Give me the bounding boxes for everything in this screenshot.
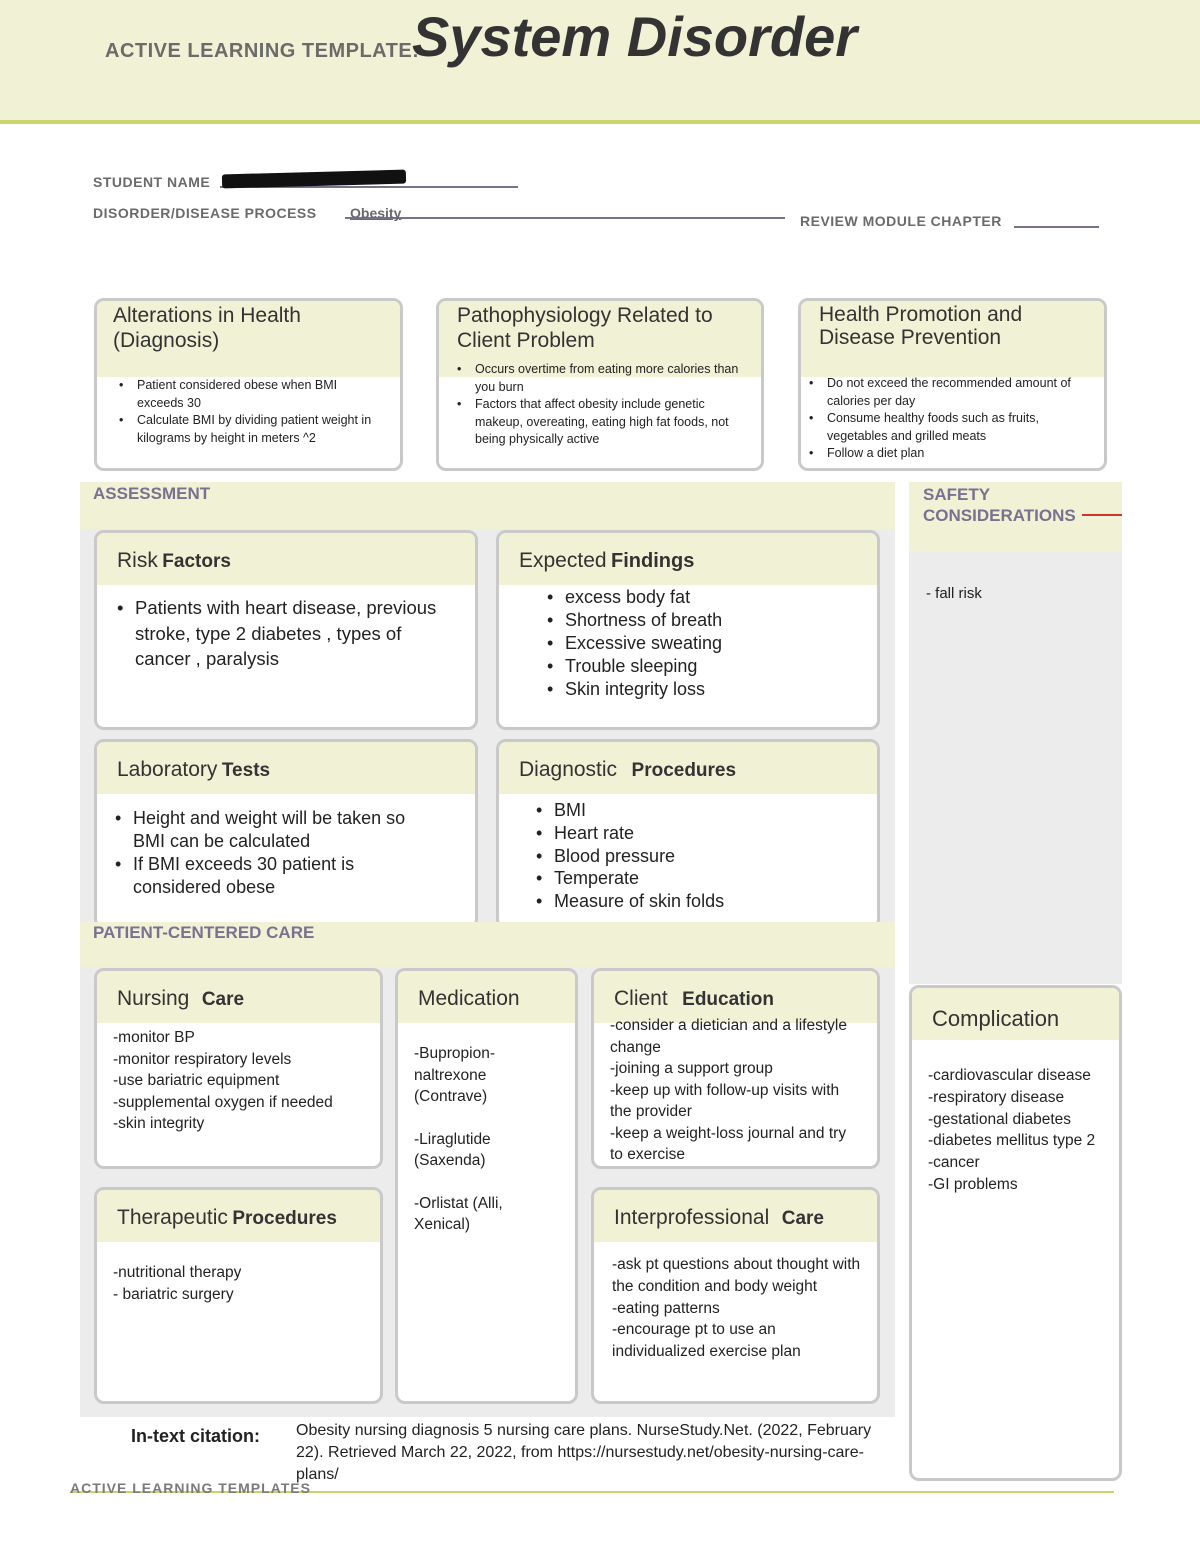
citation-label: In-text citation: (131, 1426, 260, 1446)
health-promotion-item: • Consume healthy foods such as fruits, vegetables and grilled meats (809, 410, 1098, 445)
complication-item: -cardiovascular disease (928, 1067, 1091, 1084)
interprofessional-care-list (594, 1242, 877, 1363)
expected-finding-item: • Skin integrity loss (547, 678, 857, 701)
client-education-list (594, 1015, 877, 1166)
diagnostic-procedures-title-a: Diagnostic (519, 758, 618, 781)
laboratory-test-item: • If BMI exceeds 30 patient is considered obese (115, 853, 415, 899)
expected-finding-item: • Shortness of breath (547, 609, 857, 632)
interprofessional-care-box (591, 1187, 880, 1404)
diagnostic-procedures-title-b: Procedures (631, 760, 737, 781)
complication-item: -gestational diabetes (928, 1110, 1072, 1128)
expected-findings-title-b: Findings (611, 550, 695, 572)
client-education-item: -joining a support group (610, 1060, 773, 1077)
safety-text: - fall risk (926, 585, 982, 602)
citation-text: Obesity nursing diagnosis 5 nursing care plans. NurseStudy.Net. (2022, February 22). Retrieved March 22, 2022, from https://nursestudy.net/obesity-nursing-care-plans/ (296, 1422, 872, 1483)
therapeutic-procedure-item: -nutritional therapy (113, 1264, 242, 1281)
expected-findings-list (499, 585, 877, 701)
complication-item: -respiratory disease (928, 1088, 1065, 1106)
safety-label: SAFETY CONSIDERATIONS (923, 485, 1076, 525)
medication-item: -Bupropion-naltrexone (Contrave) (414, 1045, 495, 1105)
review-module-label: REVIEW MODULE CHAPTER (800, 213, 1002, 229)
diagnostic-procedure-item: • BMI (536, 799, 857, 822)
safety-panel (909, 552, 1122, 984)
diagnostic-procedure-item: • Blood pressure (536, 845, 857, 868)
student-name-label: STUDENT NAME (93, 174, 211, 190)
risk-factor-item: • Patients with heart disease, previous stroke, type 2 diabetes , types of cancer , paralysis (117, 595, 455, 672)
medication-item (414, 1108, 561, 1129)
nursing-care-box (94, 968, 383, 1169)
laboratory-tests-title-b: Tests (221, 760, 271, 781)
health-promotion-title: Health Promotion and Disease Prevention (819, 303, 1023, 349)
complication-item: -cancer (928, 1154, 980, 1172)
nursing-care-item: -monitor BP (113, 1029, 195, 1046)
medication-item (414, 1172, 561, 1193)
medication-item: -Liraglutide (Saxenda) (414, 1130, 491, 1169)
expected-finding-item: • Trouble sleeping (547, 655, 857, 678)
medication-title: Medication (418, 987, 520, 1010)
health-promotion-item: • Do not exceed the recommended amount of calories per day (809, 375, 1098, 410)
laboratory-tests-box (94, 739, 478, 929)
complication-item: -GI problems (928, 1175, 1018, 1193)
expected-finding-item: • Excessive sweating (547, 632, 857, 655)
pathophysiology-title: Pathophysiology Related to Client Problem (457, 304, 713, 352)
laboratory-tests-title-a: Laboratory (117, 758, 218, 781)
alterations-title: Alterations in Health (Diagnosis) (113, 304, 301, 352)
disorder-field[interactable] (345, 217, 785, 219)
pathophysiology-item: • Factors that affect obesity include genetic makeup, overeating, eating high fat foods, not being physically active (457, 396, 751, 449)
review-module-field[interactable] (1014, 226, 1099, 228)
disorder-value: Obesity (350, 205, 402, 221)
complication-title: Complication (932, 1006, 1060, 1031)
nursing-care-item: -use bariatric equipment (113, 1072, 280, 1089)
nursing-care-item: -supplemental oxygen if needed (113, 1093, 333, 1111)
page-header (0, 0, 1200, 124)
nursing-care-item: -skin integrity (113, 1115, 205, 1132)
complication-box (909, 985, 1122, 1481)
client-education-item: -keep up with follow-up visits with the provider (610, 1081, 840, 1120)
interprofessional-care-title-a: Interprofessional (614, 1206, 770, 1229)
risk-factors-title-a: Risk (117, 549, 158, 572)
interprofessional-care-item: -ask pt questions about thought with the condition and body weight (612, 1256, 861, 1295)
alterations-item: • Patient considered obese when BMI exceeds 30 (119, 377, 384, 412)
patient-care-label: PATIENT-CENTERED CARE (93, 923, 315, 942)
pathophysiology-box (436, 298, 764, 471)
expected-findings-title-a: Expected (519, 549, 607, 572)
client-education-item: -consider a dietician and a lifestyle change (610, 1017, 847, 1056)
medication-box (395, 968, 578, 1404)
laboratory-test-item: • Height and weight will be taken so BMI can be calculated (115, 807, 415, 853)
nursing-care-title-b: Care (201, 989, 245, 1010)
alterations-item: • Calculate BMI by dividing patient weight in kilograms by height in meters ^2 (119, 412, 384, 447)
health-promotion-item: • Follow a diet plan (809, 445, 1098, 463)
expected-findings-box (496, 530, 880, 730)
risk-factors-list (97, 585, 475, 672)
alterations-box (94, 298, 403, 471)
health-promotion-list (801, 375, 1104, 463)
diagnostic-procedures-box (496, 739, 880, 929)
therapeutic-procedure-item: - bariatric surgery (113, 1285, 234, 1303)
laboratory-tests-list (97, 794, 475, 899)
client-education-box (591, 968, 880, 1169)
client-education-title-a: Client (614, 987, 668, 1010)
therapeutic-procedures-list (97, 1242, 380, 1305)
diagnostic-procedure-item: • Temperate (536, 867, 857, 890)
therapeutic-procedures-box (94, 1187, 383, 1404)
interprofessional-care-item: -eating patterns (612, 1299, 720, 1317)
diagnostic-procedure-item: • Heart rate (536, 822, 857, 845)
client-education-item: -keep a weight-loss journal and try to exercise (610, 1124, 847, 1163)
interprofessional-care-item: -encourage pt to use an individualized exercise plan (612, 1321, 801, 1361)
nursing-care-title-a: Nursing (117, 987, 190, 1010)
medication-list (398, 1023, 575, 1236)
footer-label: ACTIVE LEARNING TEMPLATES (70, 1480, 311, 1496)
diagnostic-procedure-item: • Measure of skin folds (536, 890, 857, 913)
safety-red-line (1082, 514, 1122, 516)
risk-factors-title-b: Factors (162, 551, 231, 572)
expected-finding-item: • excess body fat (547, 586, 857, 609)
template-label: ACTIVE LEARNING TEMPLATE: (105, 40, 420, 62)
pathophysiology-item: • Occurs overtime from eating more calories than you burn (457, 361, 751, 396)
health-promotion-box (798, 298, 1107, 471)
complication-item: -diabetes mellitus type 2 (928, 1132, 1096, 1150)
client-education-title-b: Education (682, 989, 774, 1010)
therapeutic-procedures-title-a: Therapeutic (117, 1206, 228, 1229)
complication-list (912, 1040, 1119, 1196)
interprofessional-care-title-b: Care (781, 1208, 824, 1229)
assessment-label: ASSESSMENT (93, 484, 211, 503)
pathophysiology-list (439, 361, 761, 449)
therapeutic-procedures-title-b: Procedures (232, 1208, 337, 1229)
diagnostic-procedures-list (499, 794, 877, 913)
disorder-label: DISORDER/DISEASE PROCESS (93, 205, 317, 221)
nursing-care-item: -monitor respiratory levels (113, 1050, 292, 1068)
alterations-list (97, 377, 400, 447)
medication-item: -Orlistat (Alli, Xenical) (414, 1194, 503, 1233)
nursing-care-list (97, 1023, 380, 1135)
page-title: System Disorder (412, 5, 858, 68)
risk-factors-box (94, 530, 478, 730)
